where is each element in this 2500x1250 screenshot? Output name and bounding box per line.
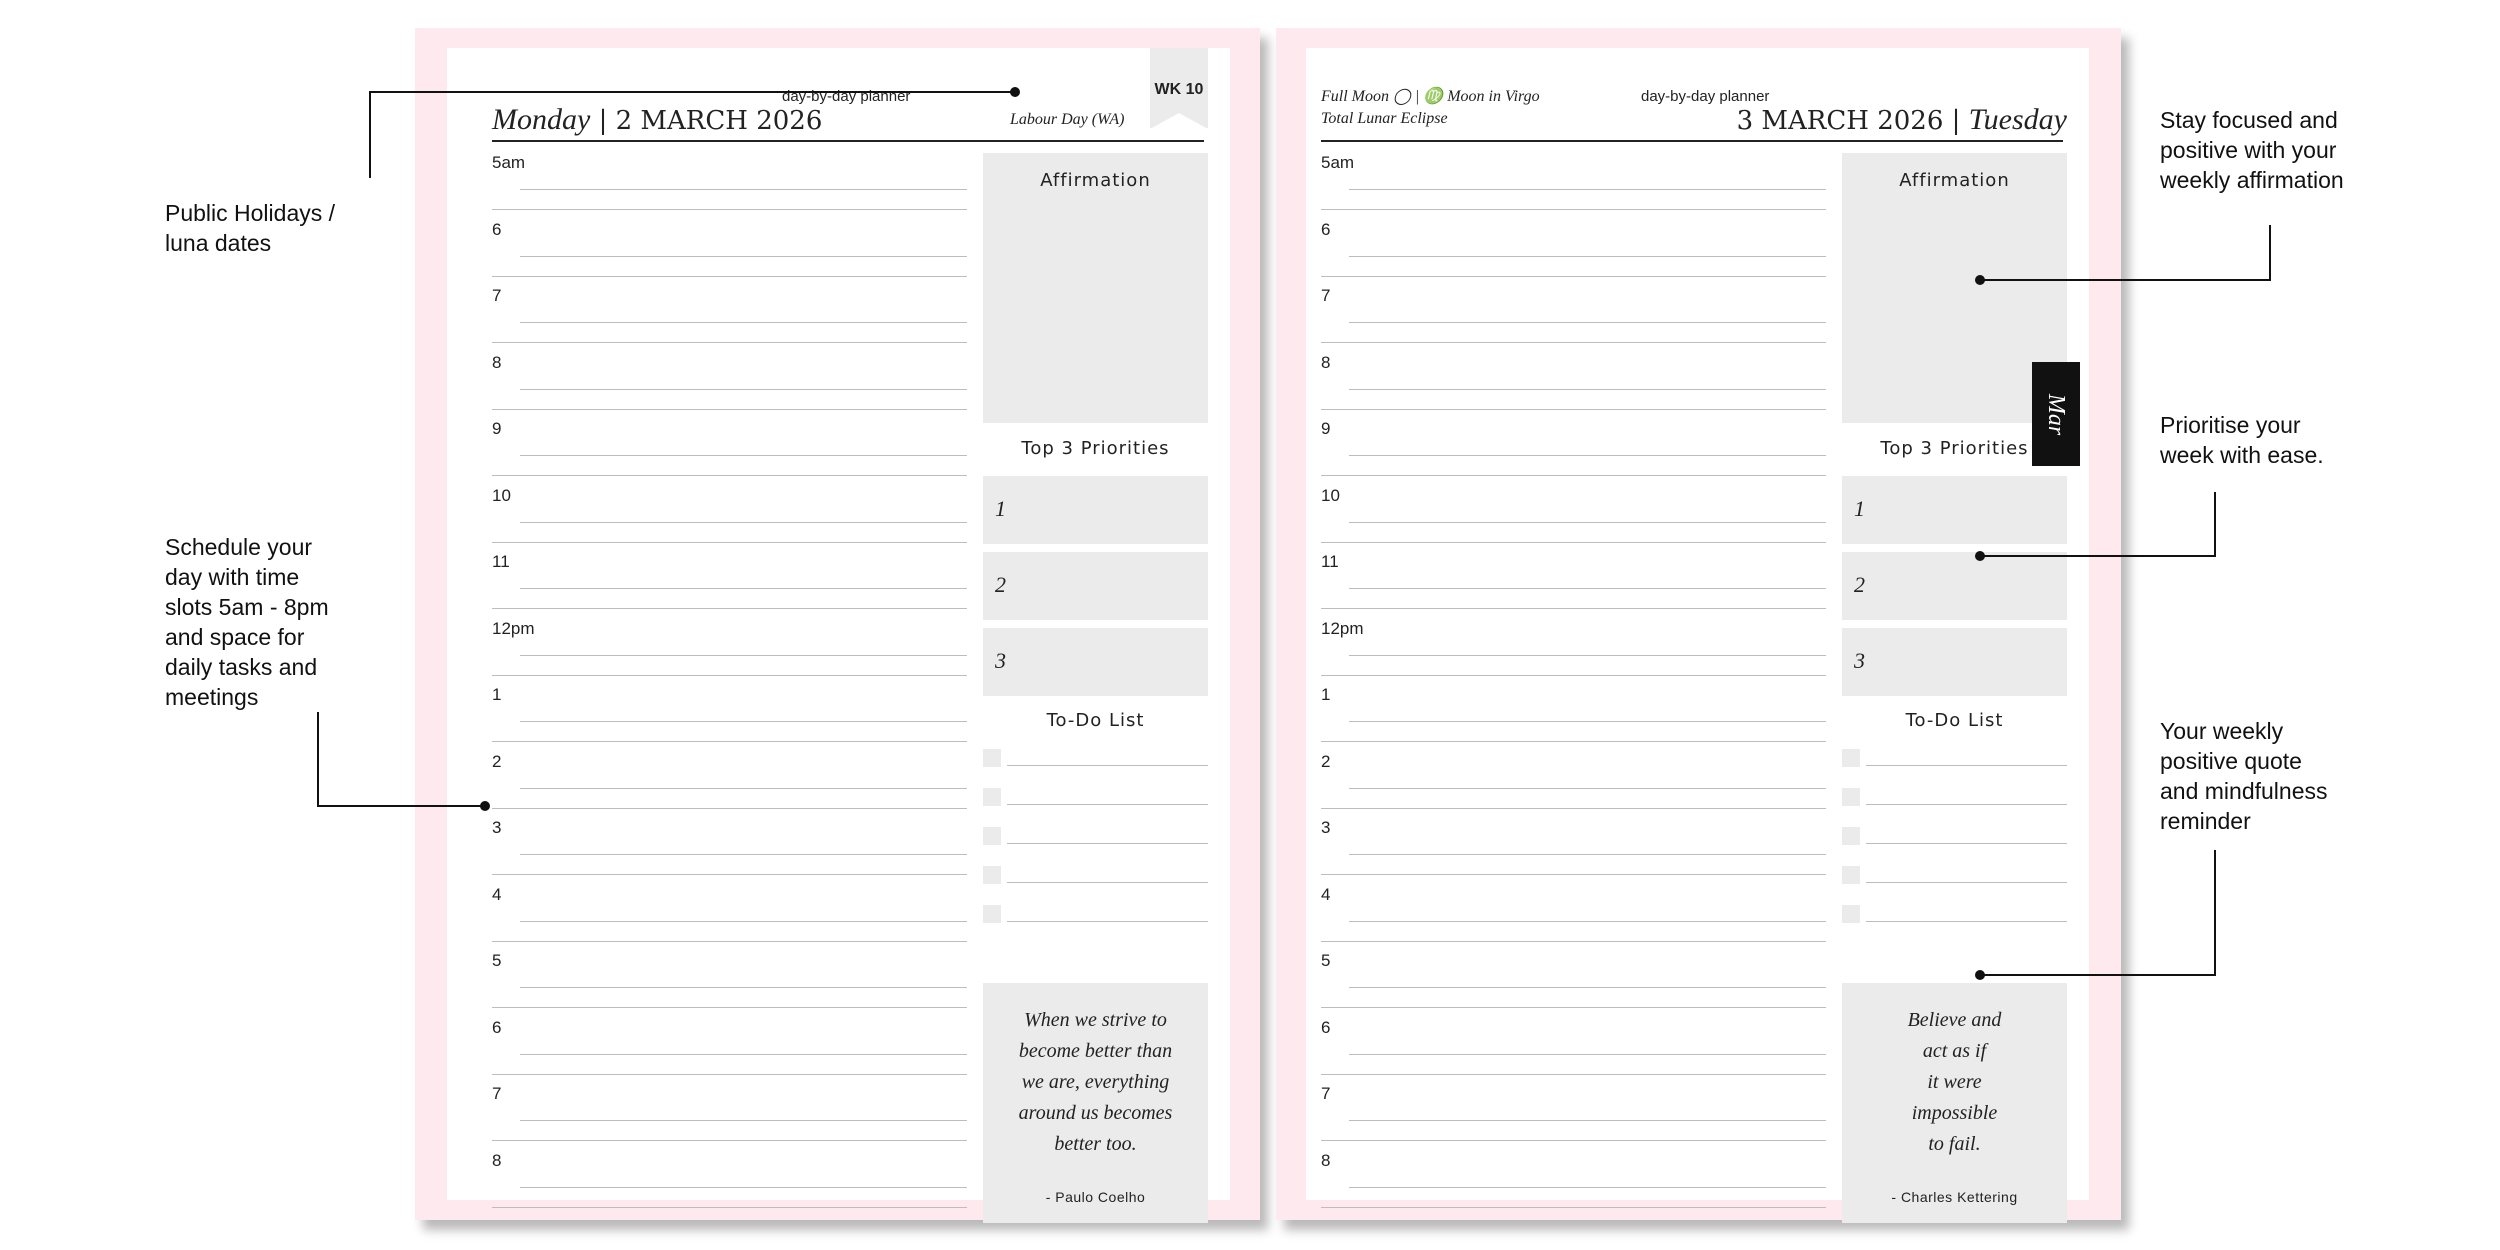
time-label: 5 bbox=[492, 951, 502, 970]
priority-number: 3 bbox=[995, 648, 1006, 673]
callout-line: week with ease. bbox=[2160, 442, 2324, 468]
time-label: 11 bbox=[492, 552, 510, 571]
priority-number: 2 bbox=[1854, 572, 1865, 597]
date-text: 3 MARCH 2026 | bbox=[1736, 106, 1961, 136]
quote-line: impossible bbox=[1911, 1102, 1998, 1124]
callout-line: weekly affirmation bbox=[2160, 167, 2344, 193]
leader-dot bbox=[1010, 87, 1020, 97]
time-label: 10 bbox=[1321, 485, 1340, 505]
callout-line: and space for bbox=[165, 624, 305, 650]
quote-author: - Charles Kettering bbox=[1891, 1189, 2018, 1205]
leader-quote bbox=[1980, 850, 2215, 975]
time-label: 3 bbox=[1321, 818, 1331, 837]
quote-line: it were bbox=[1927, 1071, 1982, 1093]
priorities-title: Top 3 Priorities bbox=[1021, 438, 1170, 459]
callout-line: reminder bbox=[2160, 808, 2251, 834]
time-label: 8 bbox=[492, 1150, 502, 1170]
callout-line: slots 5am - 8pm bbox=[165, 594, 329, 620]
leader-dot bbox=[1975, 551, 1985, 561]
callout-line: daily tasks and bbox=[165, 654, 318, 680]
callout-line: positive with your bbox=[2160, 137, 2337, 163]
time-label: 7 bbox=[1321, 1084, 1331, 1103]
time-label: 7 bbox=[492, 286, 502, 305]
leader-affirmation bbox=[1980, 225, 2270, 280]
leader-dot bbox=[1975, 275, 1985, 285]
leader-schedule bbox=[318, 712, 485, 806]
callout-line: Stay focused and bbox=[2160, 107, 2338, 133]
time-label: 9 bbox=[1321, 419, 1331, 438]
time-label: 5am bbox=[492, 153, 526, 172]
priority-number: 1 bbox=[995, 496, 1006, 521]
quote-line: around us becomes bbox=[1018, 1102, 1173, 1124]
time-label: 8 bbox=[1321, 352, 1331, 372]
time-label: 9 bbox=[492, 419, 502, 438]
callout-line: positive quote bbox=[2160, 748, 2302, 774]
date-text: | 2 MARCH 2026 bbox=[598, 106, 823, 136]
leader-priorities bbox=[1980, 492, 2215, 556]
quote-line: When we strive to bbox=[1024, 1009, 1167, 1031]
day-name: Monday bbox=[492, 103, 591, 136]
week-label: WK 10 bbox=[1154, 81, 1204, 98]
callout-line: Schedule your bbox=[165, 534, 313, 560]
time-label: 4 bbox=[1321, 884, 1331, 904]
time-label: 1 bbox=[1321, 685, 1331, 704]
time-label: 12pm bbox=[1321, 618, 1364, 638]
time-label: 3 bbox=[492, 818, 502, 837]
quote-line: Believe and bbox=[1907, 1009, 2002, 1031]
moon-phase: Full Moon ◯ | ♍ Moon in Virgo bbox=[1321, 88, 1540, 105]
callout-line: luna dates bbox=[165, 230, 272, 256]
time-label: 5am bbox=[1321, 153, 1355, 172]
time-label: 5 bbox=[1321, 951, 1331, 970]
holiday-label: Labour Day (WA) bbox=[1010, 111, 1125, 128]
time-label: 7 bbox=[492, 1084, 502, 1103]
time-label: 2 bbox=[1321, 751, 1331, 771]
time-label: 10 bbox=[492, 485, 511, 505]
time-label: 2 bbox=[492, 751, 502, 771]
quote-author: - Paulo Coelho bbox=[1045, 1189, 1146, 1205]
leader-holidays bbox=[370, 92, 1015, 178]
callout-line: Prioritise your bbox=[2160, 412, 2301, 438]
month-tab-label: Mar bbox=[2043, 393, 2070, 435]
callout-line: and mindfulness bbox=[2160, 778, 2328, 804]
eclipse-label: Total Lunar Eclipse bbox=[1321, 110, 1448, 127]
leader-dot bbox=[480, 801, 490, 811]
time-label: 6 bbox=[1321, 219, 1331, 239]
callout-line: Public Holidays / bbox=[165, 200, 336, 226]
time-label: 7 bbox=[1321, 286, 1331, 305]
planner-label: day-by-day planner bbox=[782, 88, 911, 105]
time-label: 8 bbox=[492, 352, 502, 372]
callout-line: day with time bbox=[165, 564, 300, 590]
priorities-title: Top 3 Priorities bbox=[1880, 438, 2029, 459]
quote-line: to fail. bbox=[1928, 1133, 1981, 1155]
quote-line: better too. bbox=[1054, 1133, 1137, 1155]
todo-title: To-Do List bbox=[1905, 710, 2004, 731]
affirmation-title: Affirmation bbox=[1899, 170, 2010, 191]
quote-line: we are, everything bbox=[1021, 1071, 1170, 1093]
day-name: Tuesday bbox=[1968, 103, 2067, 136]
time-label: 4 bbox=[492, 884, 502, 904]
time-label: 8 bbox=[1321, 1150, 1331, 1170]
priority-number: 3 bbox=[1854, 648, 1865, 673]
time-label: 6 bbox=[1321, 1017, 1331, 1037]
callout-line: meetings bbox=[165, 684, 259, 710]
time-label: 11 bbox=[1321, 552, 1339, 571]
time-label: 6 bbox=[492, 1017, 502, 1037]
priority-number: 1 bbox=[1854, 496, 1865, 521]
time-label: 12pm bbox=[492, 618, 535, 638]
todo-title: To-Do List bbox=[1046, 710, 1145, 731]
quote-line: act as if bbox=[1922, 1040, 1987, 1062]
leader-dot bbox=[1975, 970, 1985, 980]
time-label: 6 bbox=[492, 219, 502, 239]
affirmation-title: Affirmation bbox=[1040, 170, 1151, 191]
planner-label: day-by-day planner bbox=[1641, 88, 1770, 105]
priority-number: 2 bbox=[995, 572, 1006, 597]
time-label: 1 bbox=[492, 685, 502, 704]
callout-line: Your weekly bbox=[2160, 718, 2284, 744]
quote-line: become better than bbox=[1018, 1040, 1173, 1062]
